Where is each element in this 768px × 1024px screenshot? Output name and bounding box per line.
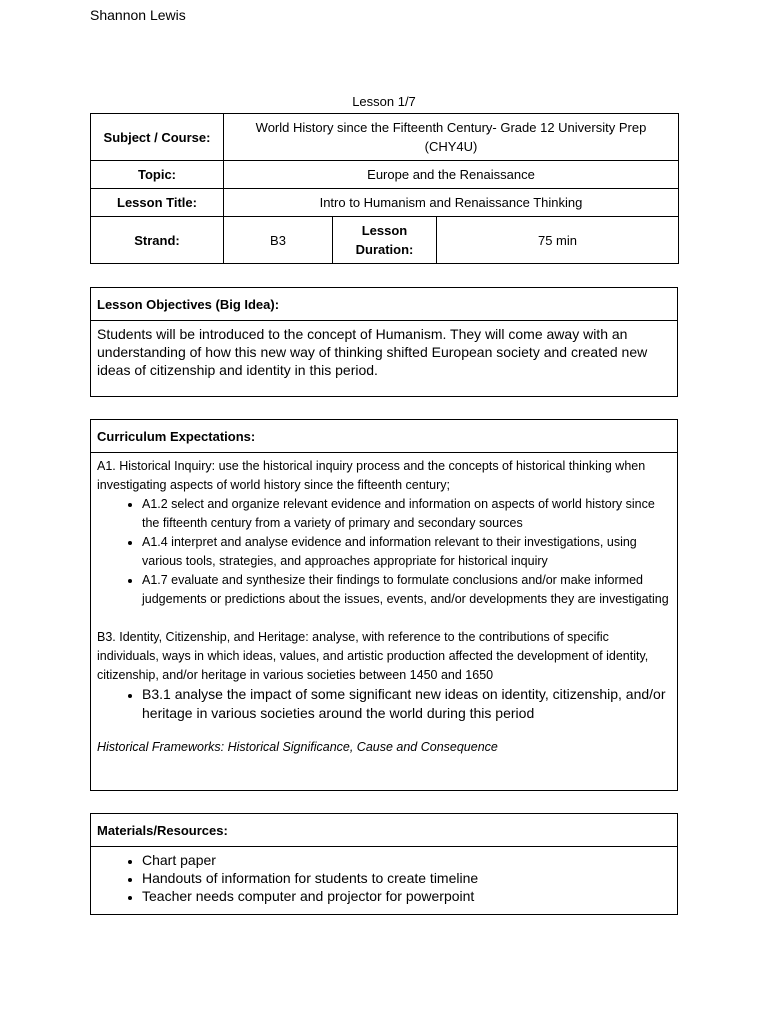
topic-row — [91, 161, 679, 189]
list-item: • A1.2 select and organize relevant evidence and information on aspects of world history since the fifteenth century from a variety of primary and secondary sources — [142, 495, 671, 533]
curriculum-heading: Curriculum Expectations: — [91, 420, 677, 453]
objectives-box — [90, 287, 678, 397]
b3-list — [97, 685, 671, 723]
strand-label: Strand: — [91, 217, 224, 264]
strand-value: B3 — [224, 217, 333, 264]
subject-label: Subject / Course: — [91, 114, 224, 161]
curriculum-body — [91, 453, 677, 761]
list-item: • A1.4 interpret and analyse evidence and information relevant to their investigations, using various tools, strategies, and approaches appropriate for historical inquiry — [142, 533, 671, 571]
materials-list — [97, 851, 671, 905]
subject-value: World History since the Fifteenth Century- Grade 12 University Prep (CHY4U) — [224, 114, 679, 161]
list-item: • Handouts of information for students to create timeline — [142, 869, 671, 887]
title-label: Lesson Title: — [91, 189, 224, 217]
objectives-heading: Lesson Objectives (Big Idea): — [91, 288, 677, 321]
author-name: Shannon Lewis — [90, 7, 186, 23]
b3-intro: B3. Identity, Citizenship, and Heritage: analyse, with reference to the contributions of specific individuals, ways in which ideas, values, and artistic production affected the development of identity, citizenship, and/or heritage in various societies between 1450 and 1650 — [97, 630, 649, 682]
list-item: • A1.7 evaluate and synthesize their findings to formulate conclusions and/or make informed judgements or predictions about the issues, events, and/or developments they are investigating — [142, 571, 671, 609]
spacer — [97, 723, 671, 738]
topic-value: Europe and the Renaissance — [224, 161, 679, 189]
list-item: • B3.1 analyse the impact of some significant new ideas on identity, citizenship, and/or heritage in various societies around the world during this period — [142, 685, 671, 723]
title-value: Intro to Humanism and Renaissance Thinking — [224, 189, 679, 217]
strand-row — [91, 217, 679, 264]
spacer — [97, 609, 671, 628]
duration-label: Lesson Duration: — [333, 217, 437, 264]
lesson-number: Lesson 1/7 — [352, 94, 416, 109]
list-item: • Chart paper — [142, 851, 671, 869]
title-row — [91, 189, 679, 217]
lesson-info-table — [90, 113, 679, 264]
historical-frameworks: Historical Frameworks: Historical Significance, Cause and Consequence — [97, 740, 498, 754]
curriculum-box — [90, 419, 678, 791]
materials-box — [90, 813, 678, 915]
duration-value: 75 min — [437, 217, 679, 264]
objectives-text: Students will be introduced to the concept of Humanism. They will come away with an understanding of how this new way of thinking shifted European society and created new ideas of citizenship and identity in this period. — [97, 326, 648, 378]
a1-intro: A1. Historical Inquiry: use the historical inquiry process and the concepts of historical thinking when investigating aspects of world history since the fifteenth century; — [97, 459, 646, 492]
materials-body — [91, 847, 677, 909]
a1-list — [97, 495, 671, 609]
list-item: • Teacher needs computer and projector for powerpoint — [142, 887, 671, 905]
subject-row — [91, 114, 679, 161]
materials-heading: Materials/Resources: — [91, 814, 677, 847]
topic-label: Topic: — [91, 161, 224, 189]
